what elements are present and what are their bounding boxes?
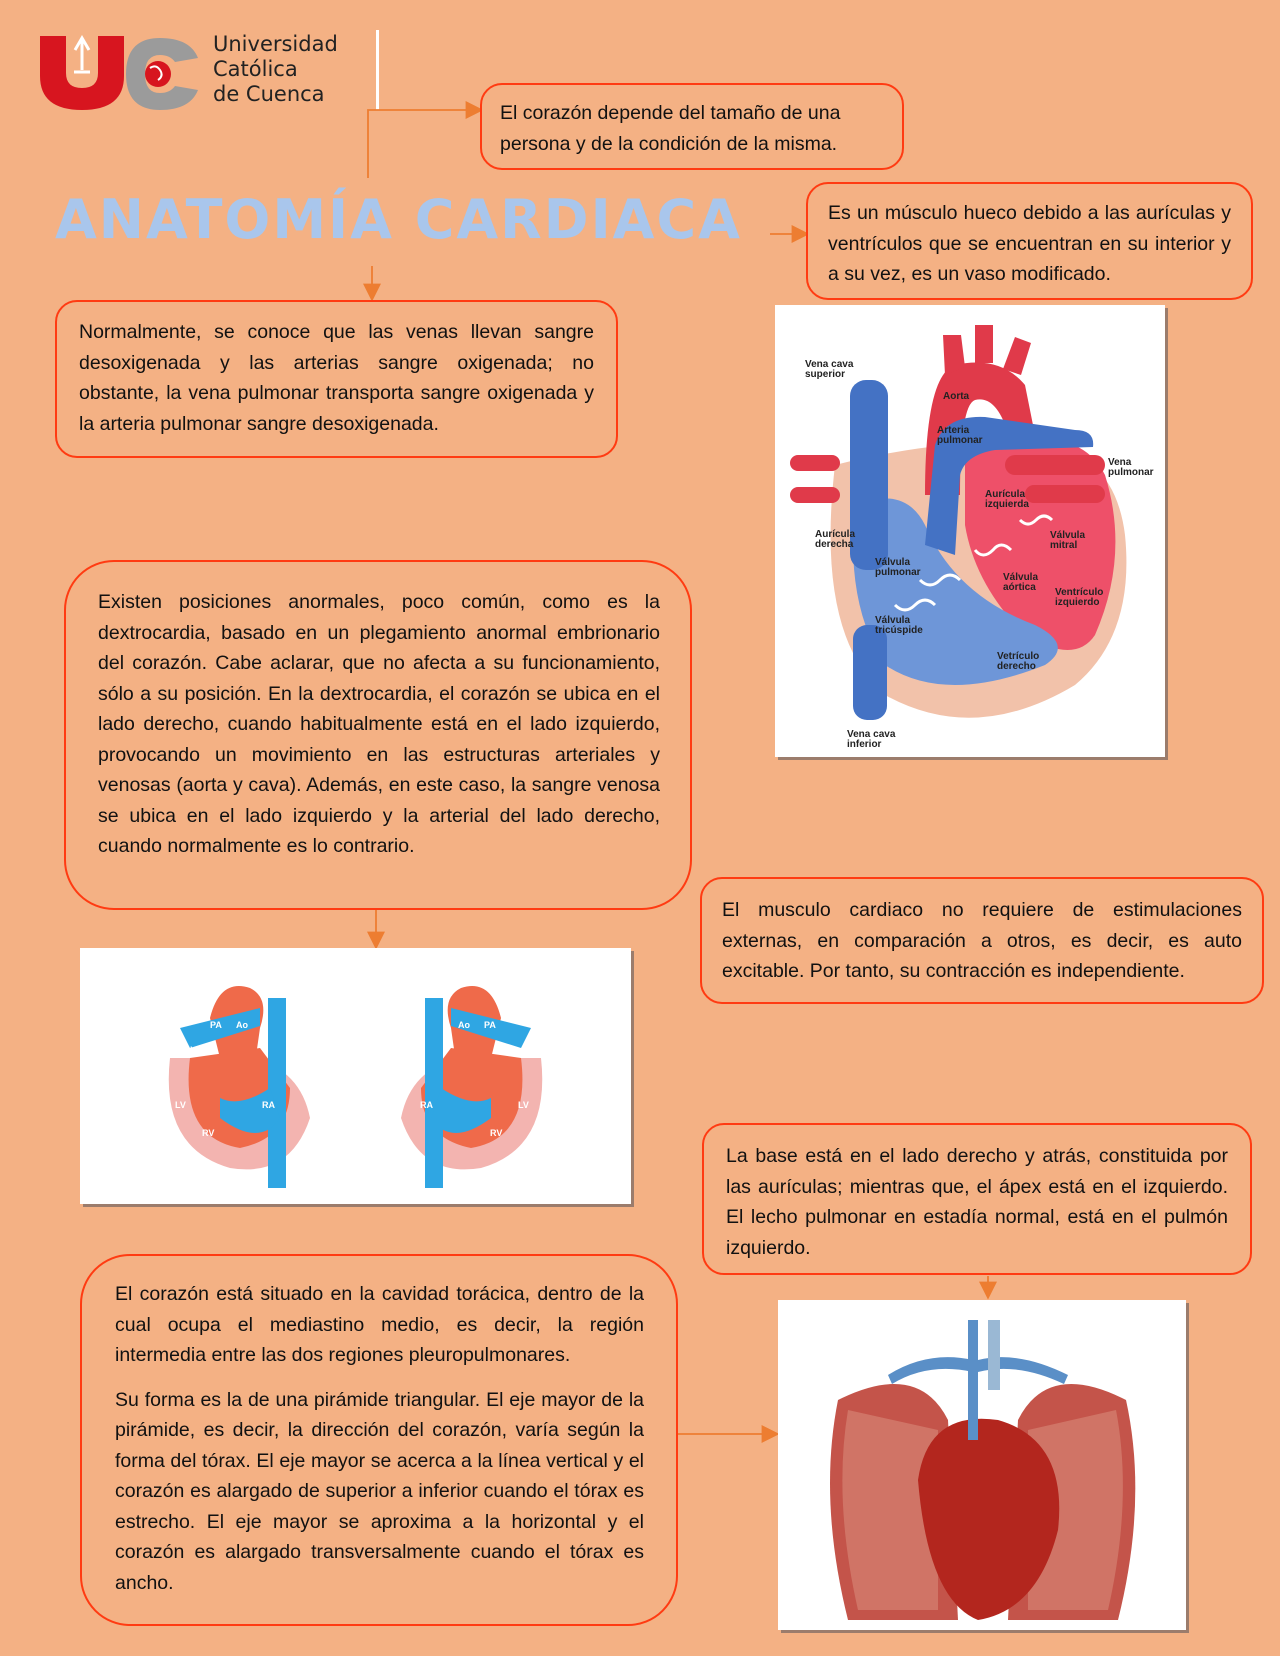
svg-text:derecha: derecha	[815, 539, 854, 550]
header-divider	[376, 30, 379, 110]
location-text-1: El corazón está situado en la cavidad torácica, dentro de la cual ocupa el mediastino medio, es decir, la región intermedia entre las dos regiones pleuropulmonares.	[115, 1283, 644, 1366]
size-box	[480, 83, 904, 170]
veins-arteries-text: Normalmente, se conoce que las venas llevan sangre desoxigenada y las arterias sangre oxigenada; no obstante, la vena pulmonar transporta sangre oxigenada y la arteria pulmonar sangre desoxigenada.	[79, 321, 594, 435]
svg-text:Ao: Ao	[458, 1020, 470, 1030]
base-box	[702, 1123, 1252, 1275]
svg-text:Aorta: Aorta	[943, 391, 970, 402]
svg-text:mitral: mitral	[1050, 540, 1078, 551]
svg-text:inferior: inferior	[847, 739, 882, 750]
page-title: ANATOMÍA CARDIACA	[55, 188, 742, 251]
svg-text:LA: LA	[190, 1045, 202, 1055]
size-text: El corazón depende del tamaño de una persona y de la condición de la misma.	[500, 102, 841, 155]
svg-text:Vetrículo: Vetrículo	[997, 651, 1040, 662]
svg-text:LV: LV	[175, 1100, 186, 1110]
svg-text:Aurícula: Aurícula	[985, 489, 1026, 500]
svg-text:Ao: Ao	[236, 1020, 248, 1030]
heart-diagram-image	[775, 305, 1165, 757]
svg-text:Arteria: Arteria	[937, 425, 970, 436]
svg-text:pulmonar: pulmonar	[1108, 467, 1154, 478]
base-text: La base está en el lado derecho y atrás, constituida por las aurículas; mientras que, el ápex está en el izquierdo. El lecho pulmonar en estadía normal, está en el pulmón izquierdo.	[726, 1145, 1228, 1259]
normal-heart	[169, 986, 310, 1188]
svg-text:pulmonar: pulmonar	[937, 435, 983, 446]
svg-text:aórtica: aórtica	[1003, 582, 1036, 593]
abnormal-positions-text: Existen posiciones anormales, poco común, como es la dextrocardia, basado en un plegamiento anormal embrionario del corazón. Cabe aclarar, que no afecta a su funcionamiento, sólo a su posición. En la dextrocardia, el corazón se ubica en el lado derecho, cuando habitualmente está en el lado izquierdo, provocando un movimiento en las estructuras arteriales y venosas (aorta y cava). Además, en este caso, la sangre venosa se ubica en el lado izquierdo y la arterial del lado derecho, cuando normalmente es lo contrario.	[98, 591, 660, 857]
dextro-heart	[401, 986, 542, 1188]
svg-text:PA: PA	[210, 1020, 222, 1030]
veins-arteries-box	[55, 300, 618, 458]
uc-logo-mark	[30, 28, 205, 113]
svg-text:LA: LA	[505, 1045, 517, 1055]
svg-text:Válvula: Válvula	[875, 557, 911, 568]
svg-text:superior: superior	[805, 369, 846, 380]
svg-text:RA: RA	[420, 1100, 433, 1110]
svg-text:Vena: Vena	[1108, 457, 1132, 468]
svg-text:derecho: derecho	[997, 661, 1036, 672]
svg-text:izquierdo: izquierdo	[1055, 597, 1100, 608]
hollow-muscle-text: Es un músculo hueco debido a las aurículas y ventrículos que se encuentran en su interior y a su vez, es un vaso modificado.	[828, 202, 1231, 285]
svg-text:Aurícula: Aurícula	[815, 529, 856, 540]
muscle-text: El musculo cardiaco no requiere de estimulaciones externas, en comparación a otros, es decir, es auto excitable. Por tanto, su contracción es independiente.	[722, 899, 1242, 982]
dextrocardia-image	[80, 948, 631, 1204]
thorax-anatomy-image	[778, 1300, 1186, 1630]
university-logo	[30, 28, 370, 113]
svg-text:PA: PA	[484, 1020, 496, 1030]
location-box	[80, 1254, 678, 1626]
abnormal-positions-box	[64, 560, 692, 910]
svg-text:pulmonar: pulmonar	[875, 567, 921, 578]
svg-text:RA: RA	[262, 1100, 275, 1110]
university-name-line3: de Cuenca	[213, 82, 325, 106]
svg-text:LV: LV	[518, 1100, 529, 1110]
university-name-line2: Católica	[213, 57, 298, 81]
hollow-muscle-box	[806, 182, 1253, 300]
svg-text:Vena cava: Vena cava	[805, 359, 854, 370]
svg-text:tricúspide: tricúspide	[875, 625, 923, 636]
location-text-2: Su forma es la de una pirámide triangular. El eje mayor de la pirámide, es decir, la dirección del corazón, varía según la forma del tórax. El eje mayor se acerca a la línea vertical y el corazón es alargado de superior a inferior cuando el tórax es estrecho. El eje mayor se aproxima a la horizontal y el corazón es alargado transversalmente cuando el tórax es ancho.	[115, 1388, 644, 1594]
arrow-to-size-box	[368, 110, 480, 178]
svg-text:Válvula: Válvula	[875, 615, 911, 626]
svg-text:izquierda: izquierda	[985, 499, 1029, 510]
svg-text:Ventrículo: Ventrículo	[1055, 587, 1104, 598]
svg-text:Válvula: Válvula	[1050, 530, 1086, 541]
svg-text:RV: RV	[490, 1128, 503, 1138]
university-name-line1: Universidad	[213, 32, 338, 56]
svg-text:Vena cava: Vena cava	[847, 729, 896, 740]
svg-text:Válvula: Válvula	[1003, 572, 1039, 583]
muscle-box	[700, 877, 1264, 1004]
svg-text:RV: RV	[202, 1128, 215, 1138]
